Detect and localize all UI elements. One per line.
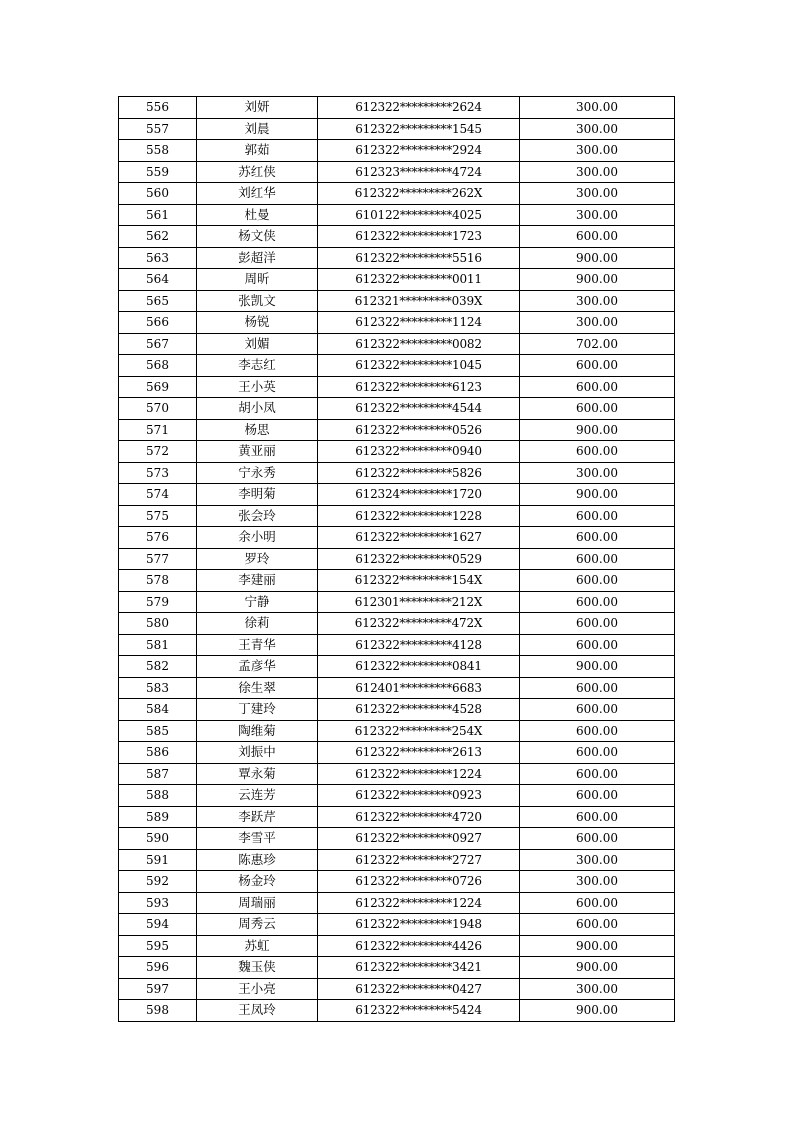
amount-cell: 600.00 [520,591,675,613]
name-cell: 周秀云 [197,914,318,936]
row-number-cell: 564 [119,269,197,291]
table-row [119,699,675,721]
name-cell: 魏玉侠 [197,957,318,979]
row-number-cell: 592 [119,871,197,893]
table-row [119,527,675,549]
id-number-cell: 612322*********4720 [318,806,520,828]
name-cell: 李志红 [197,355,318,377]
id-number-cell: 612322*********0841 [318,656,520,678]
id-number-cell: 612322*********1723 [318,226,520,248]
amount-cell: 600.00 [520,548,675,570]
roster-table-body [119,97,675,1022]
id-number-cell: 612322*********0923 [318,785,520,807]
amount-cell: 600.00 [520,742,675,764]
id-number-cell: 612301*********212X [318,591,520,613]
row-number-cell: 556 [119,97,197,119]
amount-cell: 300.00 [520,183,675,205]
row-number-cell: 563 [119,247,197,269]
table-row [119,376,675,398]
name-cell: 刘振中 [197,742,318,764]
row-number-cell: 572 [119,441,197,463]
id-number-cell: 612322*********0726 [318,871,520,893]
table-row [119,290,675,312]
name-cell: 苏虹 [197,935,318,957]
table-row [119,355,675,377]
row-number-cell: 588 [119,785,197,807]
name-cell: 杨锐 [197,312,318,334]
amount-cell: 900.00 [520,247,675,269]
amount-cell: 600.00 [520,763,675,785]
table-row [119,828,675,850]
table-row [119,871,675,893]
table-row [119,720,675,742]
amount-cell: 600.00 [520,527,675,549]
row-number-cell: 574 [119,484,197,506]
name-cell: 杨金玲 [197,871,318,893]
roster-table [118,96,675,1022]
row-number-cell: 583 [119,677,197,699]
table-row [119,333,675,355]
table-row [119,1000,675,1022]
name-cell: 苏红侠 [197,161,318,183]
amount-cell: 600.00 [520,376,675,398]
name-cell: 徐生翠 [197,677,318,699]
amount-cell: 900.00 [520,957,675,979]
amount-cell: 300.00 [520,849,675,871]
name-cell: 王青华 [197,634,318,656]
table-row [119,462,675,484]
row-number-cell: 597 [119,978,197,1000]
table-row [119,247,675,269]
row-number-cell: 566 [119,312,197,334]
name-cell: 周瑞丽 [197,892,318,914]
amount-cell: 600.00 [520,398,675,420]
name-cell: 陶维菊 [197,720,318,742]
id-number-cell: 612322*********4528 [318,699,520,721]
id-number-cell: 610122*********4025 [318,204,520,226]
table-row [119,806,675,828]
name-cell: 王凤玲 [197,1000,318,1022]
id-number-cell: 612322*********1224 [318,763,520,785]
row-number-cell: 561 [119,204,197,226]
name-cell: 李建丽 [197,570,318,592]
id-number-cell: 612322*********154X [318,570,520,592]
name-cell: 刘红华 [197,183,318,205]
id-number-cell: 612322*********1545 [318,118,520,140]
id-number-cell: 612322*********0082 [318,333,520,355]
id-number-cell: 612322*********1124 [318,312,520,334]
id-number-cell: 612322*********4128 [318,634,520,656]
id-number-cell: 612322*********2727 [318,849,520,871]
table-row [119,312,675,334]
name-cell: 罗玲 [197,548,318,570]
row-number-cell: 580 [119,613,197,635]
table-row [119,226,675,248]
id-number-cell: 612322*********2613 [318,742,520,764]
id-number-cell: 612322*********0940 [318,441,520,463]
table-row [119,269,675,291]
name-cell: 王小英 [197,376,318,398]
id-number-cell: 612322*********1948 [318,914,520,936]
amount-cell: 600.00 [520,505,675,527]
table-row [119,97,675,119]
amount-cell: 300.00 [520,312,675,334]
row-number-cell: 595 [119,935,197,957]
row-number-cell: 587 [119,763,197,785]
amount-cell: 600.00 [520,441,675,463]
id-number-cell: 612322*********254X [318,720,520,742]
id-number-cell: 612322*********4426 [318,935,520,957]
table-row [119,419,675,441]
row-number-cell: 594 [119,914,197,936]
amount-cell: 702.00 [520,333,675,355]
name-cell: 孟彦华 [197,656,318,678]
name-cell: 余小明 [197,527,318,549]
name-cell: 杜曼 [197,204,318,226]
table-row [119,548,675,570]
name-cell: 徐莉 [197,613,318,635]
id-number-cell: 612321*********039X [318,290,520,312]
amount-cell: 600.00 [520,634,675,656]
id-number-cell: 612322*********1228 [318,505,520,527]
name-cell: 陈惠珍 [197,849,318,871]
id-number-cell: 612322*********1045 [318,355,520,377]
amount-cell: 600.00 [520,914,675,936]
name-cell: 刘媚 [197,333,318,355]
row-number-cell: 575 [119,505,197,527]
row-number-cell: 584 [119,699,197,721]
table-row [119,161,675,183]
name-cell: 刘妍 [197,97,318,119]
name-cell: 刘晨 [197,118,318,140]
row-number-cell: 570 [119,398,197,420]
amount-cell: 300.00 [520,140,675,162]
amount-cell: 900.00 [520,656,675,678]
table-row [119,140,675,162]
amount-cell: 900.00 [520,269,675,291]
table-row [119,914,675,936]
name-cell: 李雪平 [197,828,318,850]
row-number-cell: 582 [119,656,197,678]
id-number-cell: 612322*********0927 [318,828,520,850]
id-number-cell: 612322*********0011 [318,269,520,291]
amount-cell: 600.00 [520,699,675,721]
amount-cell: 300.00 [520,462,675,484]
amount-cell: 600.00 [520,226,675,248]
name-cell: 宁静 [197,591,318,613]
name-cell: 李明菊 [197,484,318,506]
amount-cell: 300.00 [520,871,675,893]
name-cell: 彭超洋 [197,247,318,269]
row-number-cell: 568 [119,355,197,377]
row-number-cell: 569 [119,376,197,398]
id-number-cell: 612322*********3421 [318,957,520,979]
row-number-cell: 557 [119,118,197,140]
table-row [119,204,675,226]
amount-cell: 300.00 [520,161,675,183]
name-cell: 宁永秀 [197,462,318,484]
name-cell: 胡小凤 [197,398,318,420]
row-number-cell: 573 [119,462,197,484]
amount-cell: 600.00 [520,570,675,592]
id-number-cell: 612322*********2624 [318,97,520,119]
id-number-cell: 612322*********0526 [318,419,520,441]
row-number-cell: 593 [119,892,197,914]
row-number-cell: 596 [119,957,197,979]
row-number-cell: 585 [119,720,197,742]
amount-cell: 900.00 [520,484,675,506]
id-number-cell: 612322*********1224 [318,892,520,914]
amount-cell: 900.00 [520,419,675,441]
amount-cell: 600.00 [520,677,675,699]
amount-cell: 600.00 [520,806,675,828]
id-number-cell: 612322*********2924 [318,140,520,162]
row-number-cell: 578 [119,570,197,592]
row-number-cell: 560 [119,183,197,205]
amount-cell: 300.00 [520,204,675,226]
id-number-cell: 612401*********6683 [318,677,520,699]
name-cell: 张会玲 [197,505,318,527]
row-number-cell: 558 [119,140,197,162]
row-number-cell: 559 [119,161,197,183]
row-number-cell: 591 [119,849,197,871]
id-number-cell: 612322*********1627 [318,527,520,549]
amount-cell: 600.00 [520,613,675,635]
row-number-cell: 562 [119,226,197,248]
id-number-cell: 612322*********6123 [318,376,520,398]
amount-cell: 600.00 [520,720,675,742]
table-row [119,849,675,871]
name-cell: 覃永菊 [197,763,318,785]
id-number-cell: 612322*********4544 [318,398,520,420]
table-row [119,118,675,140]
table-row [119,978,675,1000]
name-cell: 杨文侠 [197,226,318,248]
amount-cell: 600.00 [520,828,675,850]
table-row [119,742,675,764]
id-number-cell: 612322*********5424 [318,1000,520,1022]
amount-cell: 900.00 [520,935,675,957]
row-number-cell: 567 [119,333,197,355]
id-number-cell: 612322*********5826 [318,462,520,484]
row-number-cell: 586 [119,742,197,764]
name-cell: 丁建玲 [197,699,318,721]
id-number-cell: 612322*********262X [318,183,520,205]
name-cell: 杨思 [197,419,318,441]
amount-cell: 600.00 [520,355,675,377]
name-cell: 李跃芹 [197,806,318,828]
table-row [119,634,675,656]
name-cell: 黄亚丽 [197,441,318,463]
amount-cell: 900.00 [520,1000,675,1022]
amount-cell: 300.00 [520,118,675,140]
row-number-cell: 581 [119,634,197,656]
table-row [119,484,675,506]
table-row [119,677,675,699]
table-row [119,398,675,420]
row-number-cell: 565 [119,290,197,312]
table-row [119,957,675,979]
row-number-cell: 598 [119,1000,197,1022]
id-number-cell: 612324*********1720 [318,484,520,506]
table-row [119,591,675,613]
name-cell: 周昕 [197,269,318,291]
name-cell: 郭茹 [197,140,318,162]
amount-cell: 300.00 [520,97,675,119]
row-number-cell: 576 [119,527,197,549]
name-cell: 王小亮 [197,978,318,1000]
table-row [119,183,675,205]
table-row [119,763,675,785]
amount-cell: 300.00 [520,290,675,312]
table-row [119,785,675,807]
id-number-cell: 612323*********4724 [318,161,520,183]
row-number-cell: 579 [119,591,197,613]
row-number-cell: 589 [119,806,197,828]
name-cell: 云连芳 [197,785,318,807]
name-cell: 张凯文 [197,290,318,312]
id-number-cell: 612322*********0427 [318,978,520,1000]
row-number-cell: 577 [119,548,197,570]
table-row [119,441,675,463]
id-number-cell: 612322*********5516 [318,247,520,269]
row-number-cell: 571 [119,419,197,441]
table-row [119,656,675,678]
table-row [119,892,675,914]
table-row [119,570,675,592]
table-row [119,613,675,635]
id-number-cell: 612322*********472X [318,613,520,635]
table-row [119,505,675,527]
table-row [119,935,675,957]
amount-cell: 300.00 [520,978,675,1000]
row-number-cell: 590 [119,828,197,850]
amount-cell: 600.00 [520,785,675,807]
id-number-cell: 612322*********0529 [318,548,520,570]
amount-cell: 600.00 [520,892,675,914]
